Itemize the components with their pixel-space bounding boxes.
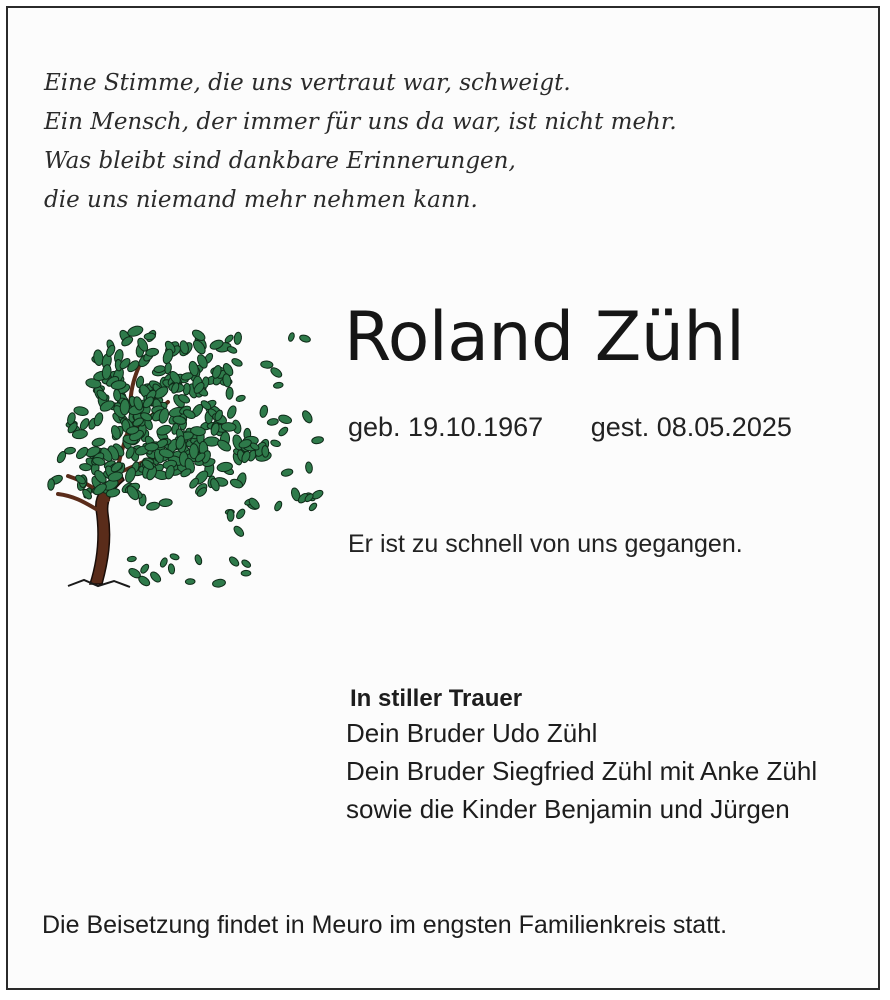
poem-line: die uns niemand mehr nehmen kann. xyxy=(44,187,478,213)
leaf-shape xyxy=(194,554,203,566)
deceased-name: Roland Zühl xyxy=(344,298,745,377)
leaf-shape xyxy=(127,556,137,563)
leaf-shape xyxy=(224,334,235,344)
birth-date: geb. 19.10.1967 xyxy=(348,412,544,442)
leaf-shape xyxy=(221,422,236,431)
leaf-shape xyxy=(73,406,89,417)
leaf-shape xyxy=(241,559,252,569)
leaf-shape xyxy=(260,360,273,368)
mourner-line: Dein Bruder Siegfried Zühl mit Anke Zühl xyxy=(346,756,818,786)
leaf-shape xyxy=(185,579,195,585)
leaf-shape xyxy=(277,426,289,438)
leaf-shape xyxy=(139,563,150,575)
leaf-shape xyxy=(278,414,293,425)
tagline: Er ist zu schnell von uns gegangen. xyxy=(348,530,743,558)
leaf-shape xyxy=(241,570,251,576)
leaf-shape xyxy=(269,366,283,379)
leaf-shape xyxy=(212,578,226,588)
mourners-heading: In stiller Trauer xyxy=(350,685,523,712)
poem-line: Ein Mensch, der immer für uns da war, ist nicht mehr. xyxy=(44,109,677,135)
leaf-shape xyxy=(308,502,318,512)
leaf-shape xyxy=(270,439,281,448)
leaf-shape xyxy=(168,563,176,574)
leaf-shape xyxy=(287,332,295,342)
leaf-shape xyxy=(91,437,105,448)
leaf-shape xyxy=(232,524,245,538)
leaf-shape xyxy=(299,334,311,343)
leaf-shape xyxy=(233,332,242,345)
leaf-shape xyxy=(226,405,238,420)
leaf-shape xyxy=(169,553,179,561)
leaf-shape xyxy=(47,479,54,491)
memorial-poem xyxy=(44,64,677,220)
leaf-shape xyxy=(146,501,160,511)
death-date: gest. 08.05.2025 xyxy=(590,412,792,442)
leaf-shape xyxy=(79,417,91,431)
leaf-shape xyxy=(235,508,247,520)
mourners-block xyxy=(346,684,817,828)
mourner-line: sowie die Kinder Benjamin und Jürgen xyxy=(346,794,790,824)
tree-leaves xyxy=(47,324,324,588)
life-dates xyxy=(348,412,792,443)
leaf-shape xyxy=(281,468,294,477)
leaf-shape xyxy=(267,418,279,426)
leaf-shape xyxy=(247,496,261,510)
leaf-shape xyxy=(235,394,246,402)
funeral-notice: Die Beisetzung findet in Meuro im engsten Familienkreis statt. xyxy=(42,911,728,939)
windblown-tree-icon xyxy=(28,304,328,594)
leaf-shape xyxy=(226,345,237,354)
leaf-shape xyxy=(228,555,241,568)
leaf-shape xyxy=(311,436,324,445)
leaf-shape xyxy=(259,405,269,419)
leaf-shape xyxy=(120,399,130,415)
leaf-shape xyxy=(301,409,314,424)
leaf-shape xyxy=(159,557,169,568)
leaf-shape xyxy=(273,500,283,512)
leaf-shape xyxy=(262,445,270,457)
leaf-shape xyxy=(159,498,173,507)
mourner-line: Dein Bruder Udo Zühl xyxy=(346,718,598,748)
leaf-shape xyxy=(64,447,76,455)
poem-line: Eine Stimme, die uns vertraut war, schweigt. xyxy=(44,70,571,96)
poem-line: Was bleibt sind dankbare Erinnerungen, xyxy=(44,148,516,174)
leaf-shape xyxy=(226,387,234,399)
obituary-card xyxy=(6,6,880,990)
leaf-shape xyxy=(305,462,313,474)
leaf-shape xyxy=(227,510,234,522)
leaf-shape xyxy=(149,570,163,584)
leaf-shape xyxy=(273,382,283,389)
leaf-shape xyxy=(231,357,244,368)
